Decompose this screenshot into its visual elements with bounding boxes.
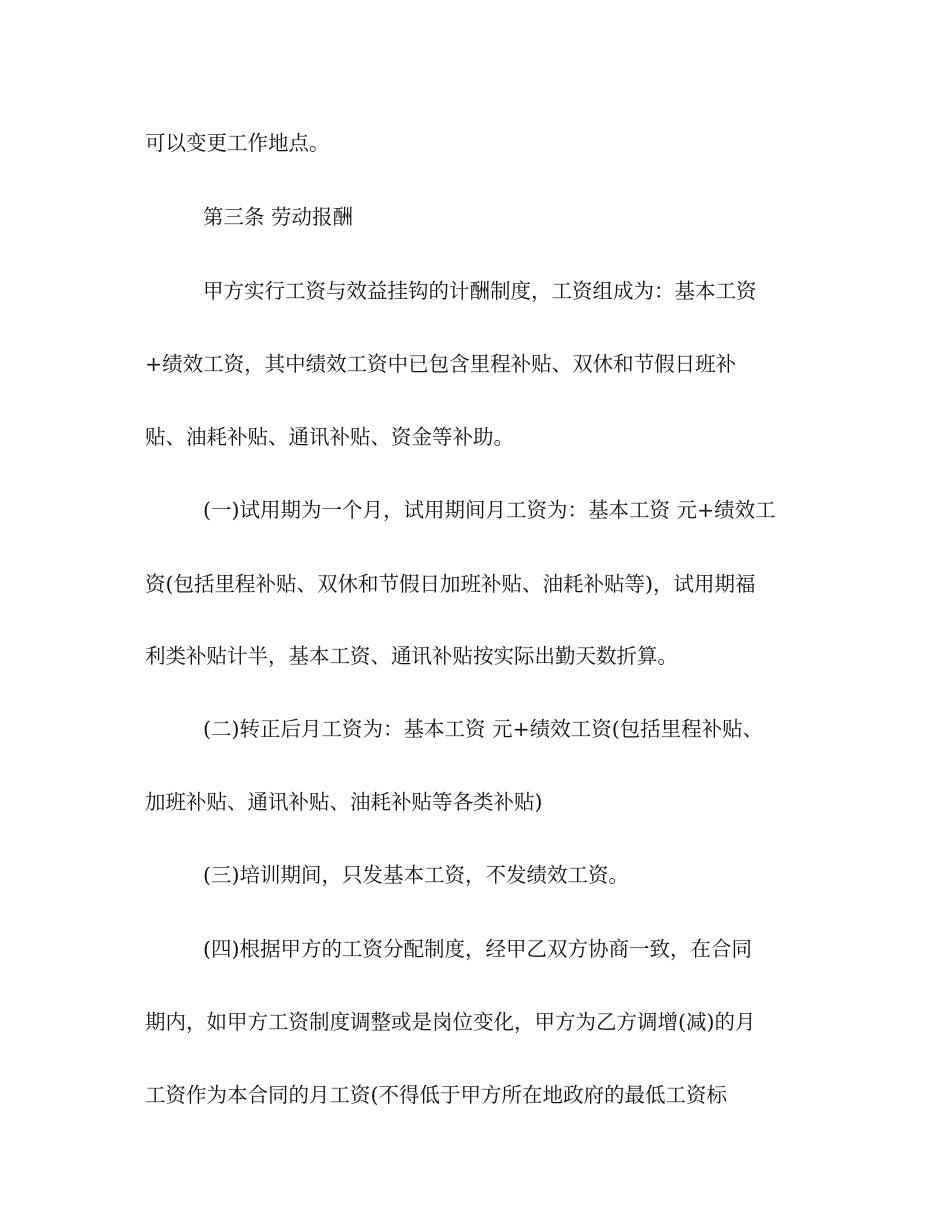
paragraph-line: 利类补贴计半，基本工资、通讯补贴按实际出勤天数折算。 <box>145 644 678 668</box>
section-heading-article-3: 第三条 劳动报酬 <box>203 205 354 229</box>
paragraph-line: 期内，如甲方工资制度调整或是岗位变化，甲方为乙方调增(减)的月 <box>145 1010 756 1034</box>
paragraph-line: +绩效工资，其中绩效工资中已包含里程补贴、双休和节假日班补 <box>145 352 737 376</box>
paragraph-line: 资(包括里程补贴、双休和节假日加班补贴、油耗补贴等)，试用期福 <box>145 572 756 596</box>
paragraph-line: 贴、油耗补贴、通讯补贴、资金等补助。 <box>145 425 514 449</box>
paragraph-line: 加班补贴、通讯补贴、油耗补贴等各类补贴) <box>145 790 543 814</box>
paragraph-line: 甲方实行工资与效益挂钩的计酬制度，工资组成为：基本工资 <box>203 279 757 303</box>
paragraph-line: 工资作为本合同的月工资(不得低于甲方所在地政府的最低工资标 <box>145 1083 727 1107</box>
paragraph-line: (三)培训期间，只发基本工资，不发绩效工资。 <box>203 863 629 887</box>
text-line-continuation: 可以变更工作地点。 <box>145 131 330 155</box>
paragraph-line: (二)转正后月工资为：基本工资 元+绩效工资(包括里程补贴、 <box>203 717 764 741</box>
paragraph-line: (一)试用期为一个月，试用期间月工资为：基本工资 元+绩效工 <box>203 498 776 522</box>
paragraph-line: (四)根据甲方的工资分配制度，经甲乙双方协商一致，在合同 <box>203 937 752 961</box>
